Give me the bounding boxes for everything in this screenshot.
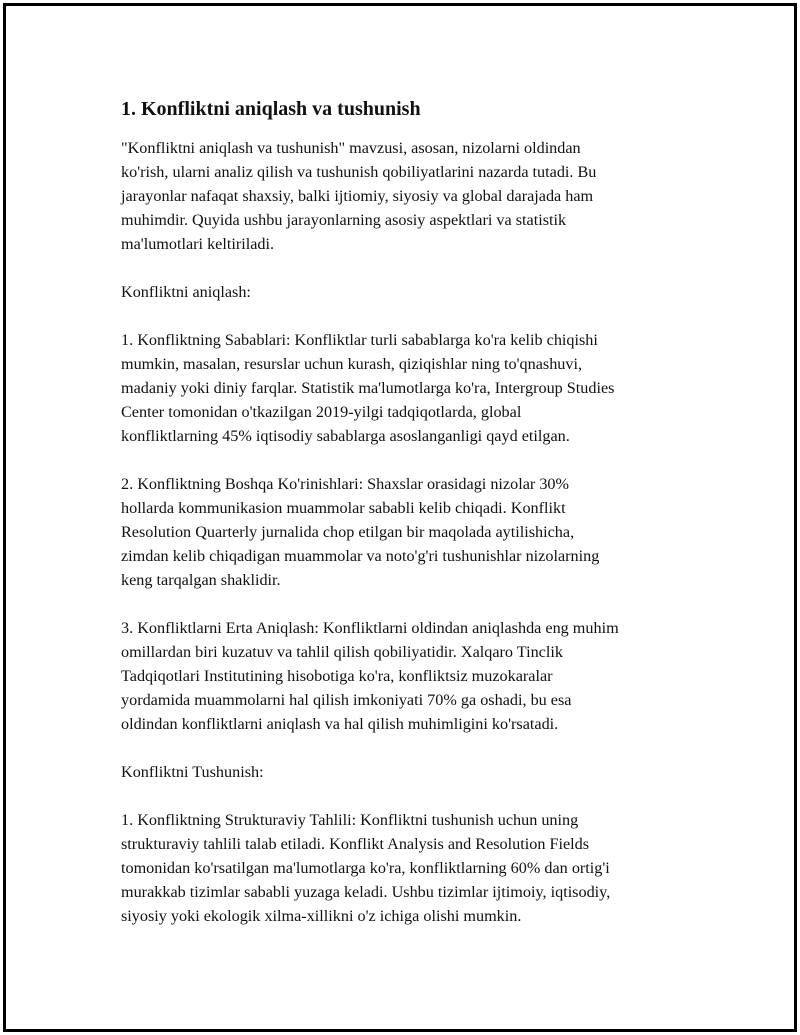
text-line: yordamida muammolarni hal qilish imkoniyati 70% ga oshadi, bu esa (121, 691, 572, 709)
text-line: ma'lumotlari keltiriladi. (121, 235, 275, 253)
page-frame (3, 3, 797, 1032)
text-line: keng tarqalgan shaklidir. (121, 571, 281, 589)
section-heading: 1. Konfliktni aniqlash va tushunish (121, 98, 421, 120)
text-line: konfliktlarning 45% iqtisodiy sabablarga asoslanganligi qayd etilgan. (121, 427, 570, 445)
text-line: Konfliktni Tushunish: (121, 763, 264, 781)
text-line: strukturaviy tahlili talab etiladi. Konflikt Analysis and Resolution Fields (121, 835, 590, 853)
text-line: jarayonlar nafaqat shaxsiy, balki ijtiomiy, siyosiy va global darajada ham (121, 187, 594, 205)
subheading-konfliktni-tushunish (121, 760, 721, 784)
text-line: ko'rish, ularni analiz qilish va tushunish qobiliyatlarini nazarda tutadi. Bu (121, 163, 597, 181)
text-line: 3. Konfliktlarni Erta Aniqlash: Konfliktlarni oldindan aniqlashda eng muhim (121, 619, 619, 637)
paragraph-sabablari (121, 328, 721, 448)
text-line: Resolution Quarterly jurnalida chop etilgan bir maqolada aytilishicha, (121, 523, 575, 541)
intro-paragraph (121, 136, 721, 256)
text-line: Tadqiqotlari Institutining hisobotiga ko'ra, konfliktsiz muzokaralar (121, 667, 553, 685)
text-line: zimdan kelib chiqadigan muammolar va noto'g'ri tushunishlar nizolarning (121, 547, 600, 565)
paragraph-erta-aniqlash (121, 616, 721, 736)
subheading-konfliktni-aniqlash (121, 280, 721, 304)
text-line: omillardan biri kuzatuv va tahlil qilish qobiliyatidir. Xalqaro Tinclik (121, 643, 563, 661)
text-line: 2. Konfliktning Boshqa Ko'rinishlari: Shaxslar orasidagi nizolar 30% (121, 475, 570, 493)
paragraph-korinishlari (121, 472, 721, 592)
text-line: Konfliktni aniqlash: (121, 283, 251, 301)
paragraph-strukturaviy-tahlili (121, 808, 721, 928)
text-line: hollarda kommunikasion muammolar sababli kelib chiqadi. Konflikt (121, 499, 566, 517)
text-line: oldindan konfliktlarni aniqlash va hal qilish muhimligini ko'rsatadi. (121, 715, 559, 733)
text-line: murakkab tizimlar sababli yuzaga keladi. Ushbu tizimlar ijtimoiy, iqtisodiy, (121, 883, 611, 901)
text-line: tomonidan ko'rsatilgan ma'lumotlarga ko'ra, konfliktlarning 60% dan ortig'i (121, 859, 610, 877)
document-body (121, 96, 721, 952)
text-line: muhimdir. Quyida ushbu jarayonlarning asosiy aspektlari va statistik (121, 211, 567, 229)
text-line: 1. Konfliktning Strukturaviy Tahlili: Konfliktni tushunish uchun uning (121, 811, 579, 829)
text-line: 1. Konfliktning Sabablari: Konfliktlar turli sabablarga ko'ra kelib chiqishi (121, 331, 598, 349)
text-line: "Konfliktni aniqlash va tushunish" mavzusi, asosan, nizolarni oldindan (121, 139, 581, 157)
text-line: madaniy yoki diniy farqlar. Statistik ma'lumotlarga ko'ra, Intergroup Studies (121, 379, 615, 397)
text-line: siyosiy yoki ekologik xilma-xillikni o'z ichiga olishi mumkin. (121, 907, 522, 925)
text-line: Center tomonidan o'tkazilgan 2019-yilgi tadqiqotlarda, global (121, 403, 522, 421)
text-line: mumkin, masalan, resurslar uchun kurash, qiziqishlar ning to'qnashuvi, (121, 355, 583, 373)
